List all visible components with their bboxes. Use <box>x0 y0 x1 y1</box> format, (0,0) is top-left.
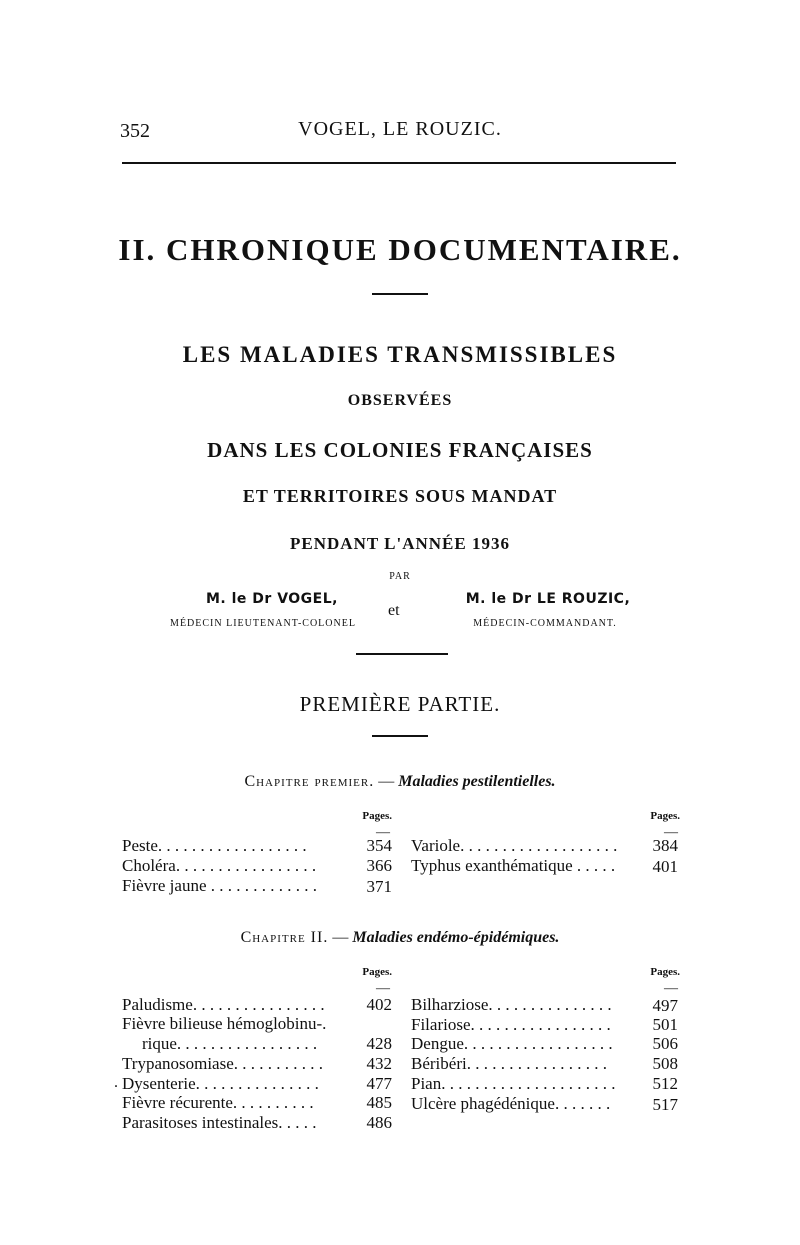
toc-entry-page: 517 <box>652 1095 678 1114</box>
toc-entry-page: 354 <box>366 836 392 855</box>
pages-column-label: Pages. <box>362 966 392 978</box>
toc-entry-label: Variole. . . . . . . . . . . . . . . . . . . <box>411 836 618 855</box>
toc-entry-label: Ulcère phagédénique. . . . . . . <box>411 1094 611 1113</box>
chapter-name: Maladies pestilentielles. <box>398 773 556 790</box>
pages-column-label: Pages. <box>650 966 680 978</box>
toc-entry-page: 371 <box>366 877 392 896</box>
toc-entry <box>411 1034 613 1054</box>
article-title-line3: DANS LES COLONIES FRANÇAISES <box>207 438 593 462</box>
toc-entry <box>142 1034 317 1054</box>
toc-entry <box>122 876 317 896</box>
chapter-label: Chapitre premier. <box>244 773 375 790</box>
divider-rule <box>356 653 448 655</box>
toc-entry-label: Trypanosomiase. . . . . . . . . . . <box>122 1054 324 1073</box>
toc-entry-label: Filariose. . . . . . . . . . . . . . . . . <box>411 1015 611 1034</box>
margin-mark: . <box>114 1074 118 1091</box>
toc-entry <box>411 856 615 876</box>
page-number: 352 <box>120 120 150 142</box>
chapter-dash: — <box>332 929 349 946</box>
pages-dash: — <box>376 981 390 996</box>
by-label: PAR <box>389 571 411 582</box>
conjunction: et <box>388 602 400 619</box>
part-title: PREMIÈRE PARTIE. <box>299 692 501 716</box>
toc-entry-label: Pian. . . . . . . . . . . . . . . . . . . . . <box>411 1074 616 1093</box>
toc-entry-label: Béribéri. . . . . . . . . . . . . . . . . <box>411 1054 607 1073</box>
toc-entry <box>122 836 307 856</box>
toc-entry <box>411 1094 610 1114</box>
toc-entry-label: Dysenterie. . . . . . . . . . . . . . . <box>122 1074 319 1093</box>
toc-entry <box>122 856 316 876</box>
toc-entry <box>411 836 617 856</box>
author-left: M. le Dr VOGEL, <box>206 591 338 607</box>
toc-entry-page: 508 <box>652 1054 678 1073</box>
toc-entry <box>122 1093 314 1113</box>
toc-entry-label: Fièvre bilieuse hémoglobinu-. <box>122 1014 327 1033</box>
toc-entry <box>411 1054 607 1074</box>
toc-entry-page: 432 <box>366 1054 392 1073</box>
article-title-line1: LES MALADIES TRANSMISSIBLES <box>182 342 618 367</box>
article-title-line4: ET TERRITOIRES SOUS MANDAT <box>242 486 558 506</box>
article-title-line2: OBSERVÉES <box>347 392 453 409</box>
toc-entry-page: 401 <box>652 857 678 876</box>
toc-entry-label: Fièvre jaune . . . . . . . . . . . . . <box>122 876 317 895</box>
toc-entry-page: 366 <box>366 856 392 875</box>
toc-entry-page: 477 <box>366 1074 392 1093</box>
toc-entry-label: Parasitoses intestinales. . . . . <box>122 1113 317 1132</box>
running-head: VOGEL, LE ROUZIC. <box>298 118 502 140</box>
toc-entry <box>122 995 325 1015</box>
toc-entry-label: Choléra. . . . . . . . . . . . . . . . . <box>122 856 317 875</box>
pages-column-label: Pages. <box>362 810 392 822</box>
toc-entry-label: Typhus exanthématique . . . . . <box>411 856 616 875</box>
toc-entry-page: 485 <box>366 1093 392 1112</box>
pages-dash: — <box>664 981 678 996</box>
toc-entry <box>411 1015 611 1035</box>
toc-entry-page: 497 <box>652 996 678 1015</box>
pages-column-label: Pages. <box>650 810 680 822</box>
article-title-line5: PENDANT L'ANNÉE 1936 <box>290 534 510 553</box>
toc-entry <box>411 995 612 1015</box>
chapter-name: Maladies endémo-épidémiques. <box>352 929 560 946</box>
header-rule <box>122 162 676 164</box>
section-title: II. CHRONIQUE DOCUMENTAIRE. <box>118 232 682 267</box>
toc-entry-label: Fièvre récurente. . . . . . . . . . <box>122 1093 314 1112</box>
toc-entry <box>122 1014 326 1034</box>
toc-entry-page: 506 <box>652 1034 678 1053</box>
toc-entry-page: 402 <box>366 995 392 1014</box>
toc-entry-label: Dengue. . . . . . . . . . . . . . . . . . <box>411 1034 613 1053</box>
toc-entry-page: 486 <box>366 1113 392 1132</box>
toc-entry-page: 384 <box>652 836 678 855</box>
pages-dash: — <box>664 825 678 840</box>
chapter-heading <box>0 773 800 791</box>
toc-entry <box>122 1113 317 1133</box>
author-right-role: MÉDECIN-COMMANDANT. <box>473 618 617 629</box>
toc-entry-page: 512 <box>652 1074 678 1093</box>
divider-rule <box>372 293 428 295</box>
toc-entry-page: 501 <box>652 1015 678 1034</box>
divider-rule <box>372 735 428 737</box>
toc-entry <box>122 1074 319 1094</box>
toc-entry-label: Bilharziose. . . . . . . . . . . . . . . <box>411 995 612 1014</box>
chapter-label: Chapitre II. <box>240 929 329 946</box>
toc-entry <box>122 1054 323 1074</box>
author-right: M. le Dr LE ROUZIC, <box>465 591 631 607</box>
chapter-dash: — <box>378 773 395 790</box>
toc-entry-label: Paludisme. . . . . . . . . . . . . . . . <box>122 995 325 1014</box>
toc-entry <box>411 1074 615 1094</box>
pages-dash: — <box>376 825 390 840</box>
toc-entry-label: rique. . . . . . . . . . . . . . . . . <box>142 1034 318 1053</box>
chapter-heading <box>0 929 800 947</box>
toc-entry-page: 428 <box>366 1034 392 1053</box>
author-left-role: MÉDECIN LIEUTENANT-COLONEL <box>170 618 356 629</box>
toc-entry-label: Peste. . . . . . . . . . . . . . . . . . <box>122 836 307 855</box>
